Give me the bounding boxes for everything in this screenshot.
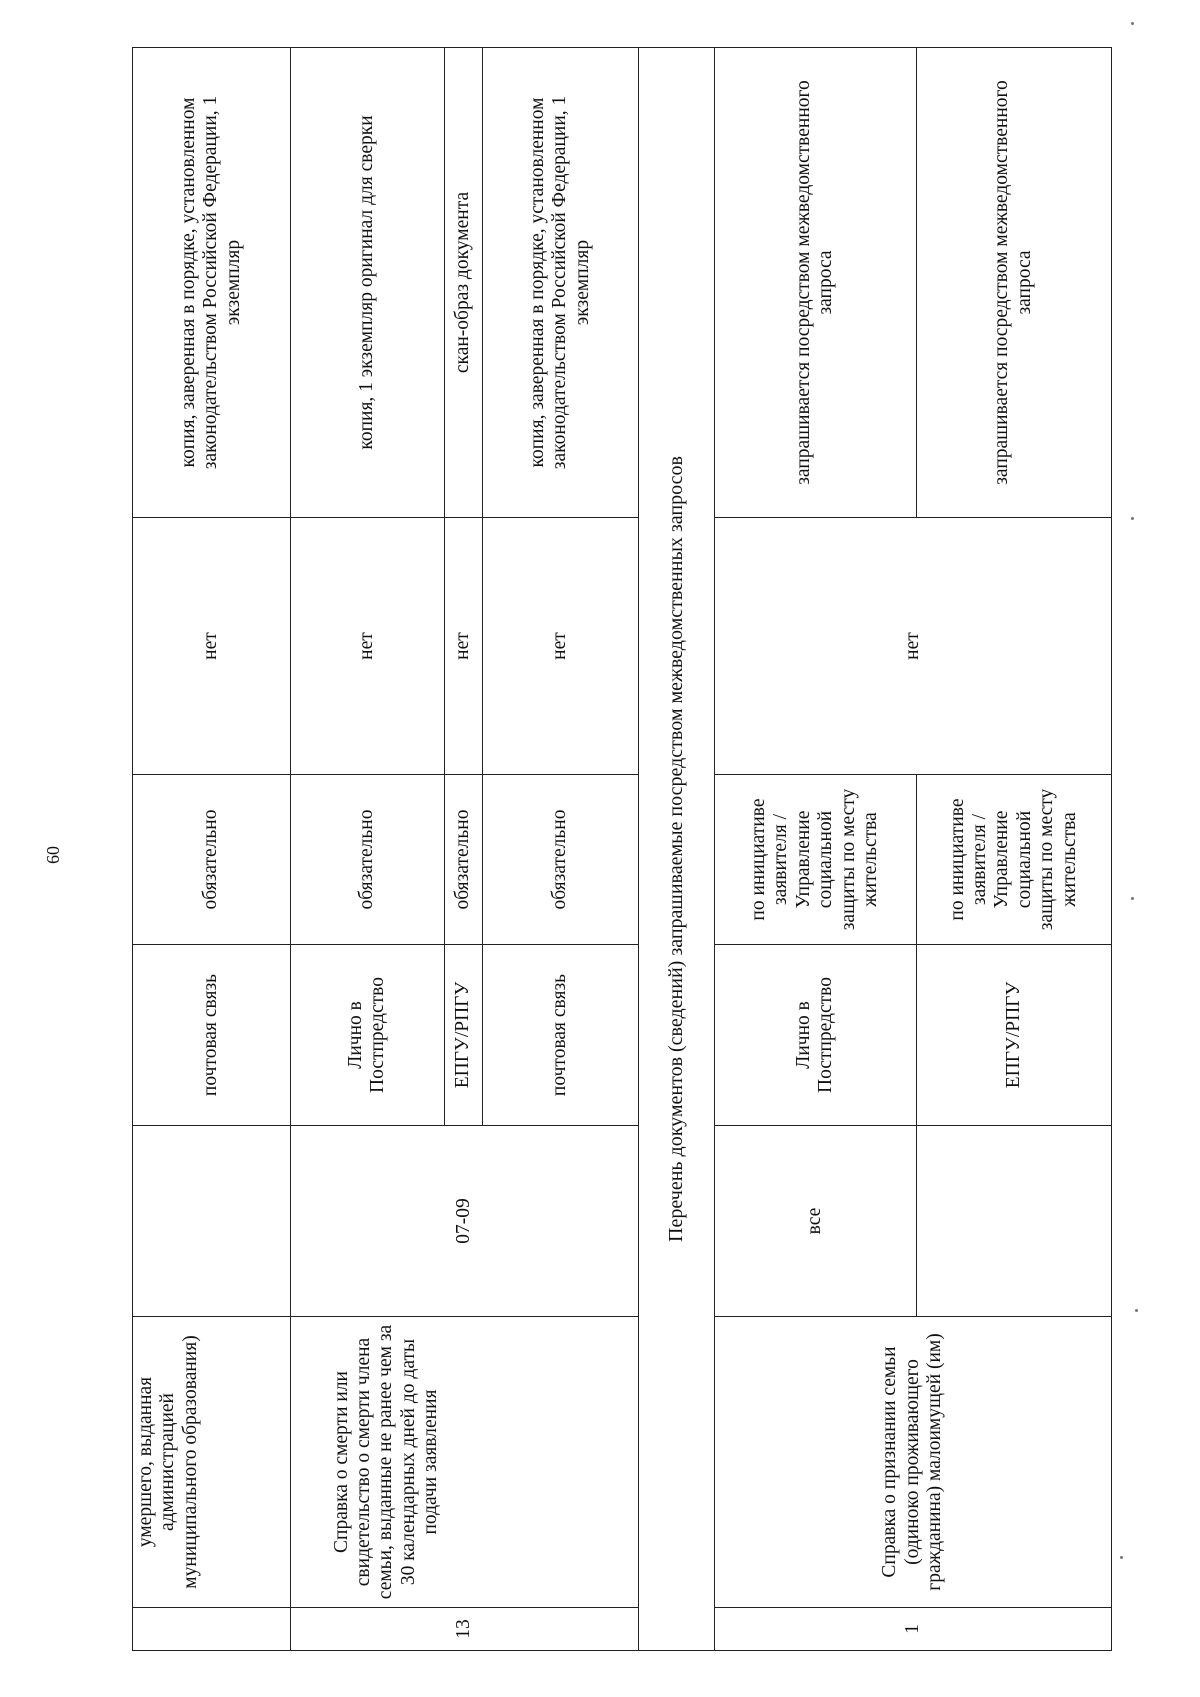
form-cell: копия, заверенная в порядке, установленном законодательством Российской Федерации, 1 экземпляр bbox=[133, 48, 291, 518]
obligation-cell: обязательно bbox=[133, 775, 291, 945]
obligation-cell: обязательно bbox=[482, 775, 639, 945]
category-cell bbox=[916, 1126, 1111, 1317]
scan-speck bbox=[1131, 897, 1134, 900]
return-cell: нет bbox=[133, 518, 291, 775]
table-row bbox=[290, 48, 444, 1651]
rotated-table-wrapper bbox=[132, 48, 1112, 1651]
category-cell bbox=[133, 1126, 291, 1317]
document-name-cell: умершего, выданная администрацией муниципального образования) bbox=[133, 1317, 291, 1608]
form-cell: скан-образ документа bbox=[444, 48, 482, 518]
documents-table bbox=[132, 47, 1112, 1651]
obligation-cell: обязательно bbox=[444, 775, 482, 945]
scan-speck bbox=[1131, 517, 1134, 520]
channel-cell: ЕПГУ/РПГУ bbox=[444, 945, 482, 1126]
return-cell: нет bbox=[444, 518, 482, 775]
section-title: Перечень документов (сведений) запрашиваемые посредством межведомственных запросов bbox=[639, 48, 715, 1651]
scan-speck bbox=[1131, 22, 1134, 25]
row-number-cell: 13 bbox=[290, 1608, 639, 1651]
table-row bbox=[714, 48, 916, 1651]
document-name-cell: Справка о смерти или свидетельство о смерти члена семьи, выданные не ранее чем за 30 календарных дней до даты подачи заявления bbox=[290, 1317, 639, 1608]
channel-cell: Лично в Постпредство bbox=[714, 945, 916, 1126]
form-cell: копия, 1 экземпляр оригинал для сверки bbox=[290, 48, 444, 518]
form-cell: копия, заверенная в порядке, установленном законодательством Российской Федерации, 1 экземпляр bbox=[482, 48, 639, 518]
scan-speck bbox=[1135, 1309, 1138, 1312]
scan-speck bbox=[1120, 1556, 1123, 1559]
channel-cell: ЕПГУ/РПГУ bbox=[916, 945, 1111, 1126]
category-cell: 07-09 bbox=[290, 1126, 639, 1317]
channel-cell: Лично в Постпредство bbox=[290, 945, 444, 1126]
form-cell: запрашивается посредством межведомственного запроса bbox=[714, 48, 916, 518]
obligation-cell: по инициативе заявителя / Управление социальной защиты по месту жительства bbox=[714, 775, 916, 945]
return-cell: нет bbox=[714, 518, 1111, 775]
channel-cell: почтовая связь bbox=[133, 945, 291, 1126]
row-number-cell bbox=[133, 1608, 291, 1651]
obligation-cell: по инициативе заявителя / Управление социальной защиты по месту жительства bbox=[916, 775, 1111, 945]
return-cell: нет bbox=[482, 518, 639, 775]
table-row bbox=[133, 48, 291, 1651]
return-cell: нет bbox=[290, 518, 444, 775]
channel-cell: почтовая связь bbox=[482, 945, 639, 1126]
obligation-cell: обязательно bbox=[290, 775, 444, 945]
document-name-cell: Справка о признании семьи (одиноко проживающего гражданина) малоимущей (им) bbox=[714, 1317, 1111, 1608]
form-cell: запрашивается посредством межведомственного запроса bbox=[916, 48, 1111, 518]
row-number-cell: 1 bbox=[714, 1608, 1111, 1651]
category-cell: все bbox=[714, 1126, 916, 1317]
page-number: 60 bbox=[42, 846, 63, 864]
section-header-row bbox=[639, 48, 715, 1651]
